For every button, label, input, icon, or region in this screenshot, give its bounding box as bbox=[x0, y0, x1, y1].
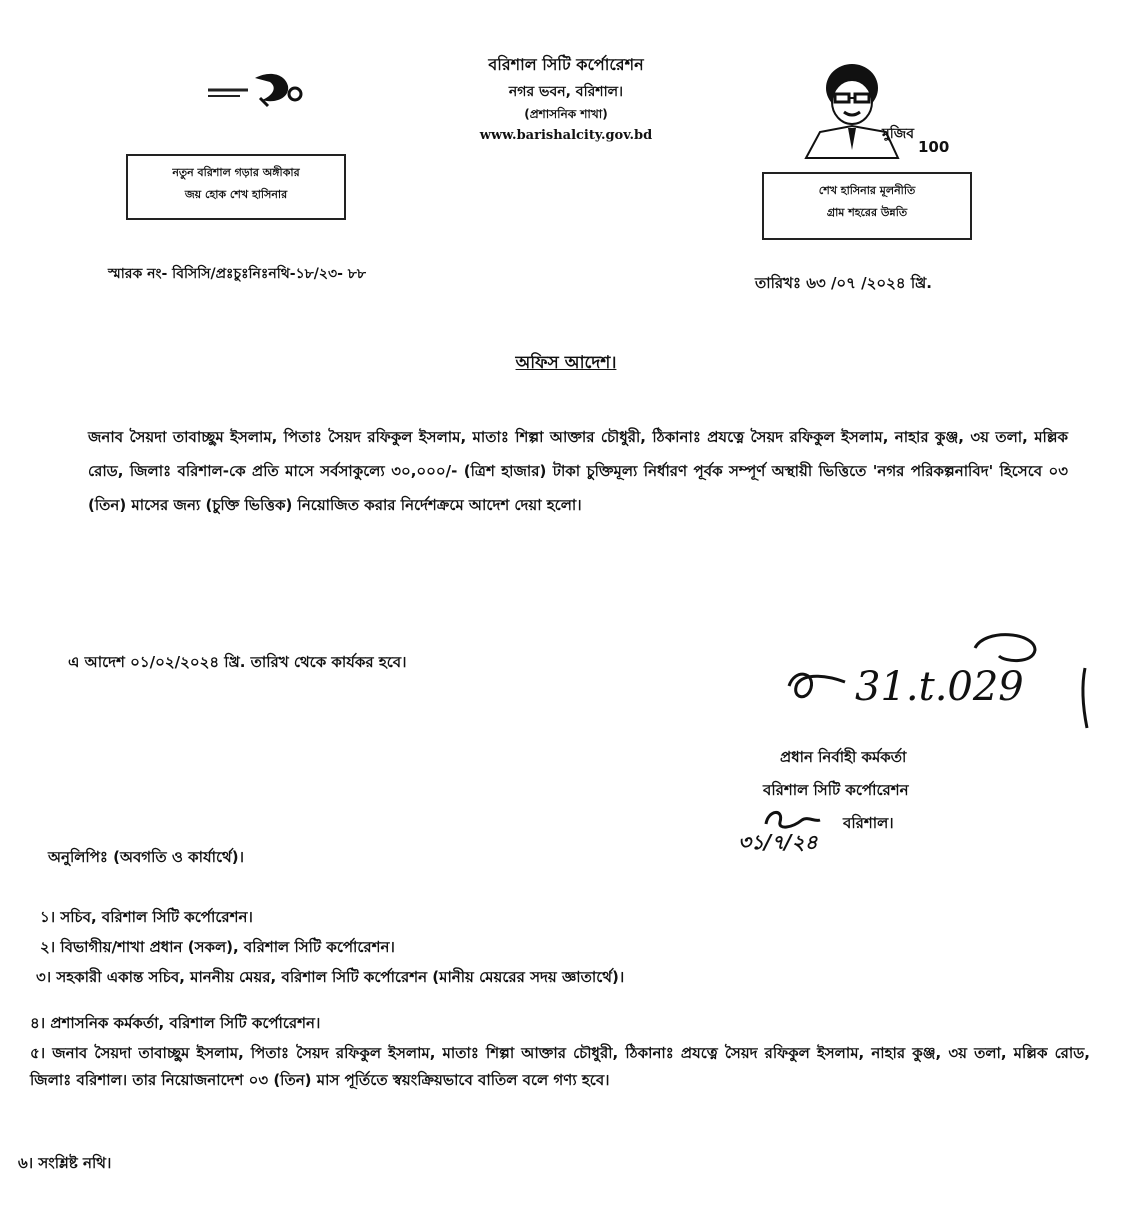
website: www.barishalcity.gov.bd bbox=[479, 128, 653, 143]
left-slogan-line2: জয় হোক শেখ হাসিনার bbox=[184, 188, 288, 201]
left-slogan-line1: নতুন বরিশাল গড়ার অঙ্গীকার bbox=[172, 166, 300, 179]
signature-handwritten: 31.t.029 bbox=[855, 664, 1024, 710]
copy-item-4: ৪। প্রশাসনিক কর্মকর্তা, বরিশাল সিটি কর্পোরেশন। bbox=[30, 1014, 321, 1032]
signatory-designation: প্রধান নির্বাহী কর্মকর্তা bbox=[780, 748, 907, 766]
signatory-place: বরিশাল। bbox=[843, 814, 894, 832]
mujib-100-logo bbox=[800, 58, 950, 158]
copy-item-2: ২। বিভাগীয়/শাখা প্রধান (সকল), বরিশাল সিটি কর্পোরেশন। bbox=[40, 938, 395, 956]
order-paragraph: জনাব সৈয়দা তাবাচ্ছুম ইসলাম, পিতাঃ সৈয়দ রফিকুল ইসলাম, মাতাঃ শিল্পা আক্তার চৌধুরী, ঠিকানাঃ প্রযত্নে সৈয়দ রফিকুল ইসলাম, নাহার কুঞ্জ, ৩য় তলা, মল্লিক রোড, জিলাঃ বরিশাল-কে প্রতি মাসে সর্বসাকুল্যে ৩০,০০০/- (ত্রিশ হাজার) টাকা চুক্তিমূল্য নির্ধারণ পূর্বক সম্পূর্ণ অস্থায়ী ভিত্তিতে 'নগর পরিকল্পনাবিদ' হিসেবে ০৩ (তিন) মাসের জন্য (চুক্তি ভিত্তিক) নিয়োজিত করার নির্দেশক্রমে আদেশ দেয়া হলো। bbox=[88, 428, 1068, 514]
signatory-organization: বরিশাল সিটি কর্পোরেশন bbox=[763, 781, 909, 799]
copy-item-1: ১। সচিব, বরিশাল সিটি কর্পোরেশন। bbox=[40, 908, 253, 926]
signature bbox=[785, 628, 1105, 738]
org-name: বরিশাল সিটি কর্পোরেশন bbox=[488, 55, 644, 74]
right-slogan-line2: গ্রাম শহরের উন্নতি bbox=[826, 206, 908, 219]
copy-item-3: ৩। সহকারী একান্ত সচিব, মাননীয় মেয়র, বরিশাল সিটি কর্পোরেশন (মানীয় মেয়রের সদয় জ্ঞাতার্থে)। bbox=[36, 968, 625, 986]
org-address: নগর ভবন, বরিশাল। bbox=[508, 84, 624, 100]
memo-number: স্মারক নং- বিসিসি/প্রঃচুঃনিঃনথি-১৮/২৩- ৮৮ bbox=[108, 266, 366, 282]
branch-name: (প্রশাসনিক শাখা) bbox=[524, 107, 608, 121]
mujib-logo-number: 100 bbox=[918, 138, 950, 156]
mujib-logo-text: মুজিব bbox=[882, 126, 915, 142]
page-title: অফিস আদেশ। bbox=[515, 353, 617, 373]
right-slogan-box bbox=[762, 172, 972, 240]
copy-item-5: ৫। জনাব সৈয়দা তাবাচ্ছুম ইসলাম, পিতাঃ সৈয়দ রফিকুল ইসলাম, মাতাঃ শিল্পা আক্তার চৌধুরী, ঠিকানাঃ প্রযত্নে সৈয়দ রফিকুল ইসলাম, নাহার কুঞ্জ, ৩য় তলা, মল্লিক রোড, জিলাঃ বরিশাল। তার নিয়োজনাদেশ ০৩ (তিন) মাস পূর্তিতে স্বয়ংক্রিয়ভাবে বাতিল বলে গণ্য হবে। bbox=[30, 1044, 1090, 1089]
handwritten-date: ৩১/৭/২৪ bbox=[738, 830, 818, 854]
copies-heading: অনুলিপিঃ (অবগতি ও কার্যার্থে)। bbox=[48, 848, 244, 866]
left-slogan-box bbox=[126, 154, 346, 220]
memo-date: তারিখঃ ৬৩ /০৭ /২০২৪ খ্রি. bbox=[755, 274, 932, 292]
right-slogan-line1: শেখ হাসিনার মূলনীতি bbox=[818, 184, 916, 197]
effective-date-line: এ আদেশ ০১/০২/২০২৪ খ্রি. তারিখ থেকে কার্যকর হবে। bbox=[68, 653, 407, 671]
copy-item-6: ৬। সংশ্লিষ্ট নথি। bbox=[18, 1154, 112, 1172]
